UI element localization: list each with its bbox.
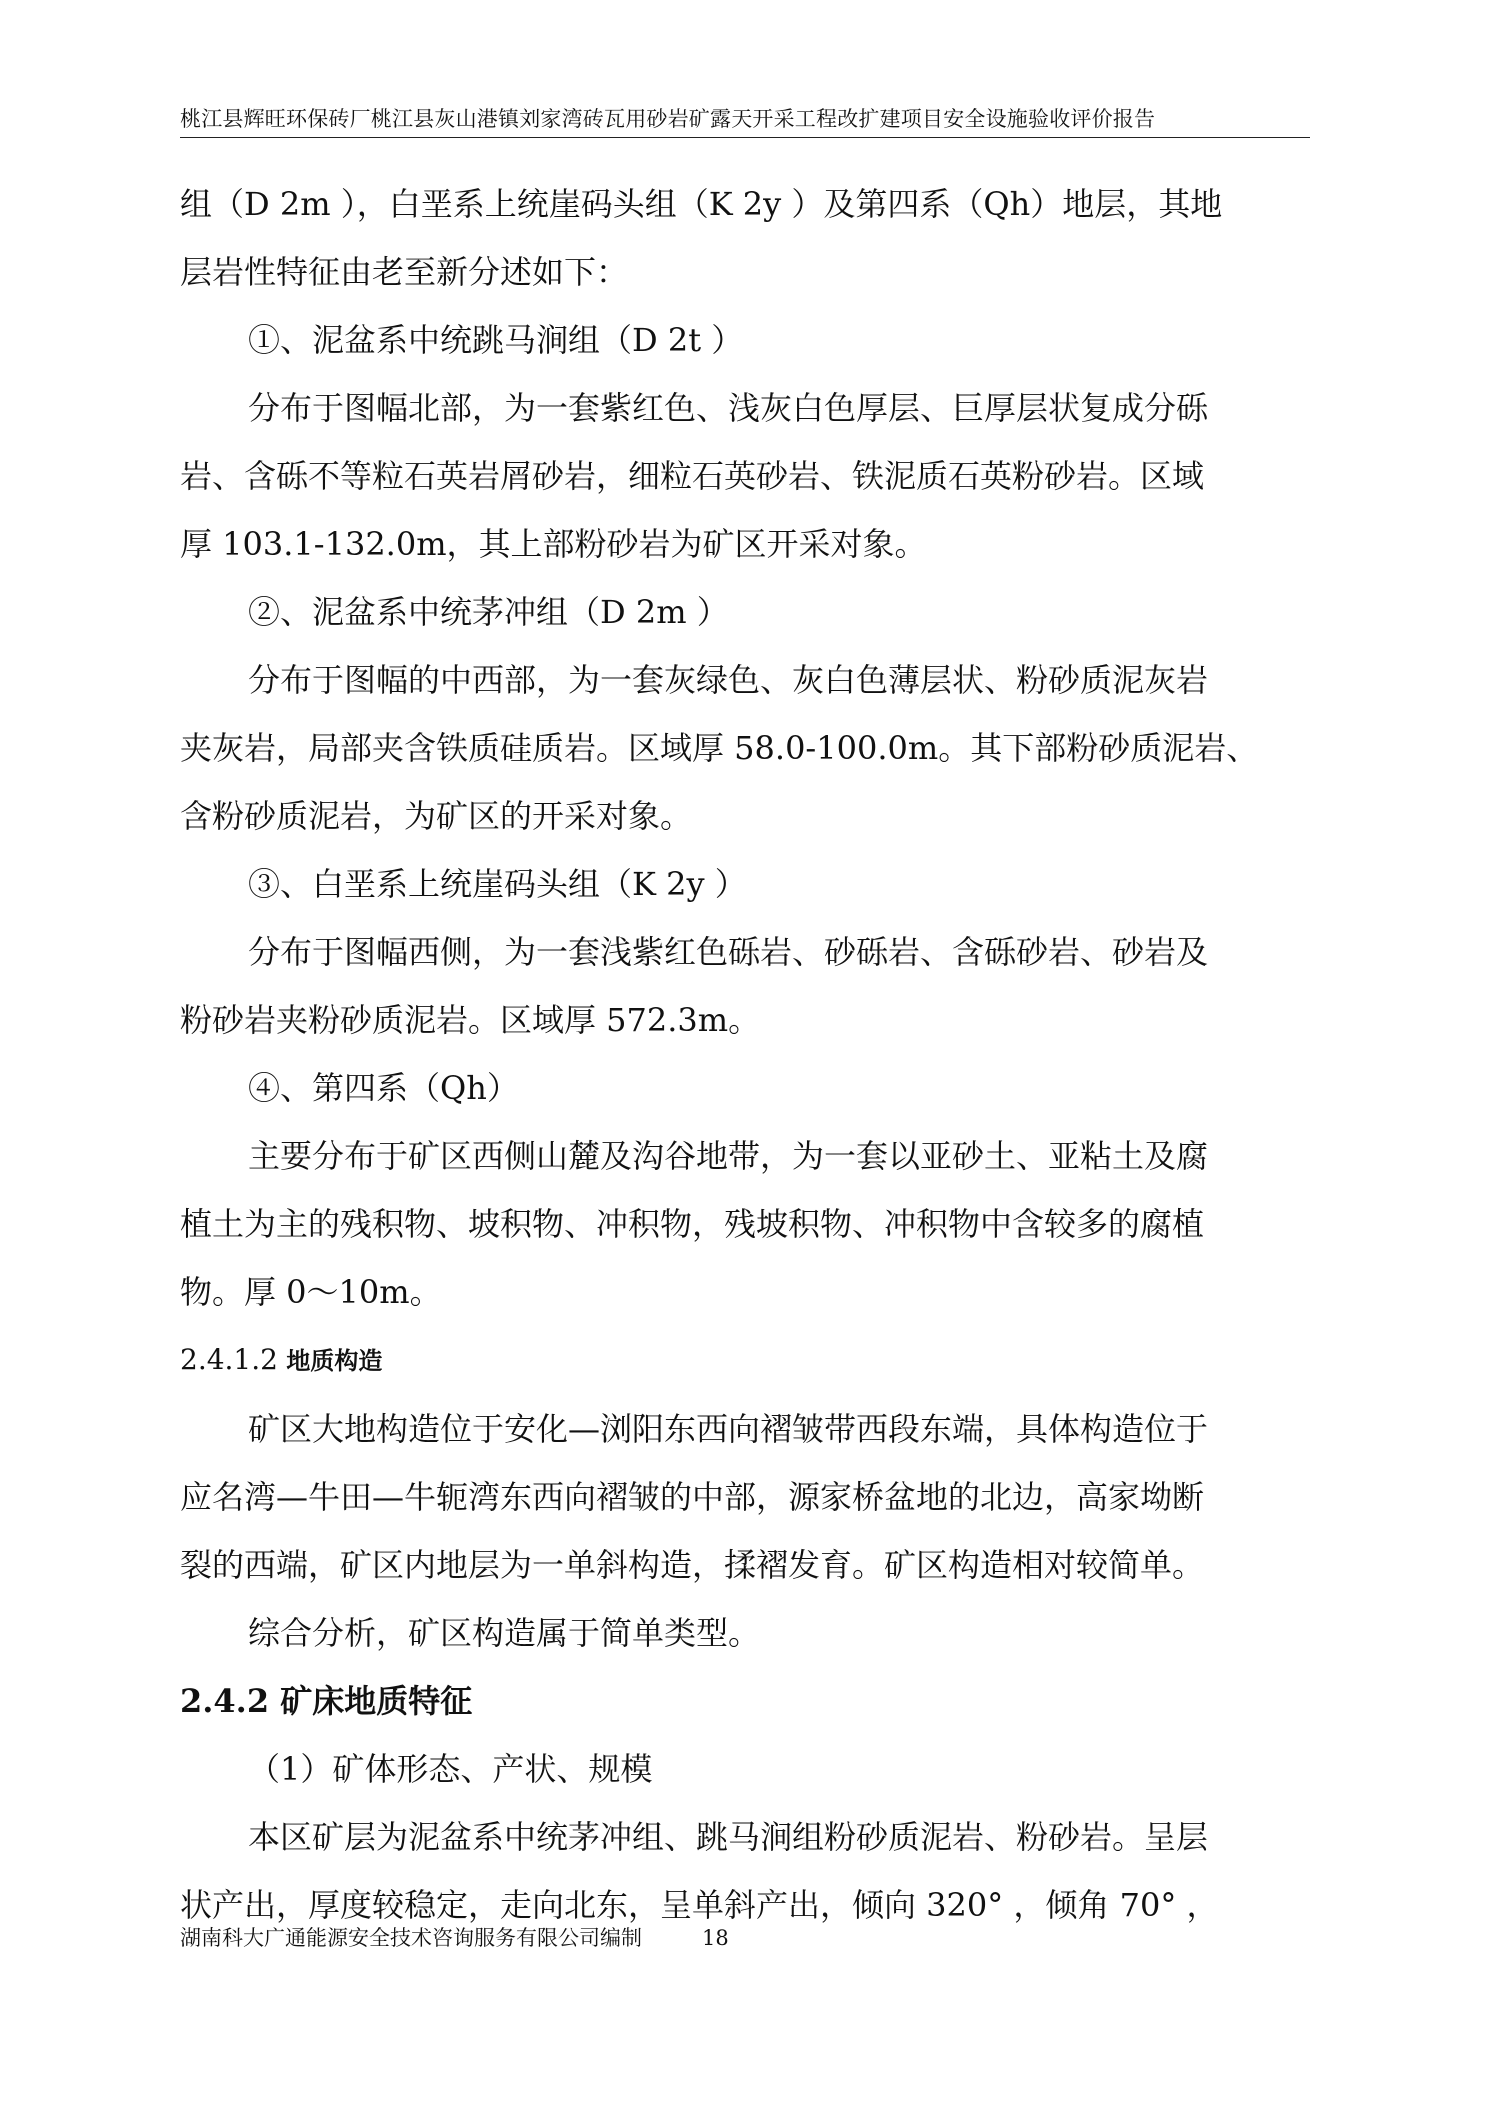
paragraph-line: 含粉砂质泥岩，为矿区的开采对象。 [180, 797, 693, 835]
body-text [180, 170, 1310, 1939]
section-title: 地质构造 [286, 1347, 383, 1375]
paragraph-line: 夹灰岩，局部夹含铁质硅质岩。区域厚 58.0-100.0m。其下部粉砂质泥岩、 [180, 729, 1259, 767]
subheading-quaternary: ④、第四系（Qh） [248, 1069, 519, 1107]
paragraph-line: 状产出，厚度较稳定，走向北东，呈单斜产出，倾向 320° ，倾角 70° ， [180, 1886, 1219, 1924]
paragraph-line: 岩、含砾不等粒石英岩屑砂岩，细粒石英砂岩、铁泥质石英粉砂岩。区域 [180, 457, 1205, 495]
running-header: 桃江县辉旺环保砖厂桃江县灰山港镇刘家湾砖瓦用砂岩矿露天开采工程改扩建项目安全设施验收评价报告 [180, 107, 1156, 131]
paragraph-line: 层岩性特征由老至新分述如下： [180, 253, 629, 291]
subheading-ore-body: （1）矿体形态、产状、规模 [248, 1750, 653, 1788]
paragraph-line: 植土为主的残积物、坡积物、冲积物，残坡积物、冲积物中含较多的腐植 [180, 1205, 1205, 1243]
paragraph-line: 综合分析，矿区构造属于简单类型。 [248, 1614, 761, 1652]
footer-company: 湖南科大广通能源安全技术咨询服务有限公司编制 [180, 1926, 642, 1950]
paragraph-line: 主要分布于矿区西侧山麓及沟谷地带，为一套以亚砂土、亚粘土及腐 [248, 1137, 1209, 1175]
header-rule [180, 137, 1310, 138]
section-heading-2-4-2: 2.4.2 矿床地质特征 [180, 1682, 473, 1720]
subheading-devonian-maochong: ②、泥盆系中统茅冲组（D 2m ） [248, 593, 729, 631]
section-heading-2-4-1-2 [180, 1326, 1310, 1395]
paragraph-line: 分布于图幅的中西部，为一套灰绿色、灰白色薄层状、粉砂质泥灰岩 [248, 661, 1209, 699]
paragraph-line: 裂的西端，矿区内地层为一单斜构造，揉褶发育。矿区构造相对较简单。 [180, 1546, 1205, 1584]
subheading-devonian-tiaomajian: ①、泥盆系中统跳马涧组（D 2t ） [248, 321, 744, 359]
paragraph-line: 厚 103.1-132.0m，其上部粉砂岩为矿区开采对象。 [180, 525, 927, 563]
paragraph-line: 矿区大地构造位于安化—浏阳东西向褶皱带西段东端，具体构造位于 [248, 1410, 1209, 1448]
section-number: 2.4.1.2 [180, 1343, 278, 1376]
paragraph-line: 本区矿层为泥盆系中统茅冲组、跳马涧组粉砂质泥岩、粉砂岩。呈层 [248, 1818, 1209, 1856]
paragraph-line: 粉砂岩夹粉砂质泥岩。区域厚 572.3m。 [180, 1001, 761, 1039]
paragraph-line: 分布于图幅北部，为一套紫红色、浅灰白色厚层、巨厚层状复成分砾 [248, 389, 1209, 427]
paragraph-line: 物。厚 0～10m。 [180, 1273, 442, 1311]
paragraph-line: 分布于图幅西侧，为一套浅紫红色砾岩、砂砾岩、含砾砂岩、砂岩及 [248, 933, 1209, 971]
paragraph-line: 组（D 2m ），白垩系上统崖码头组（K 2y ）及第四系（Qh）地层，其地 [180, 185, 1223, 223]
subheading-cretaceous-yamatou: ③、白垩系上统崖码头组（K 2y ） [248, 865, 747, 903]
page-number: 18 [702, 1926, 729, 1950]
page-footer [180, 1923, 729, 1953]
paragraph-line: 应名湾—牛田—牛轭湾东西向褶皱的中部，源家桥盆地的北边，高家坳断 [180, 1478, 1205, 1516]
